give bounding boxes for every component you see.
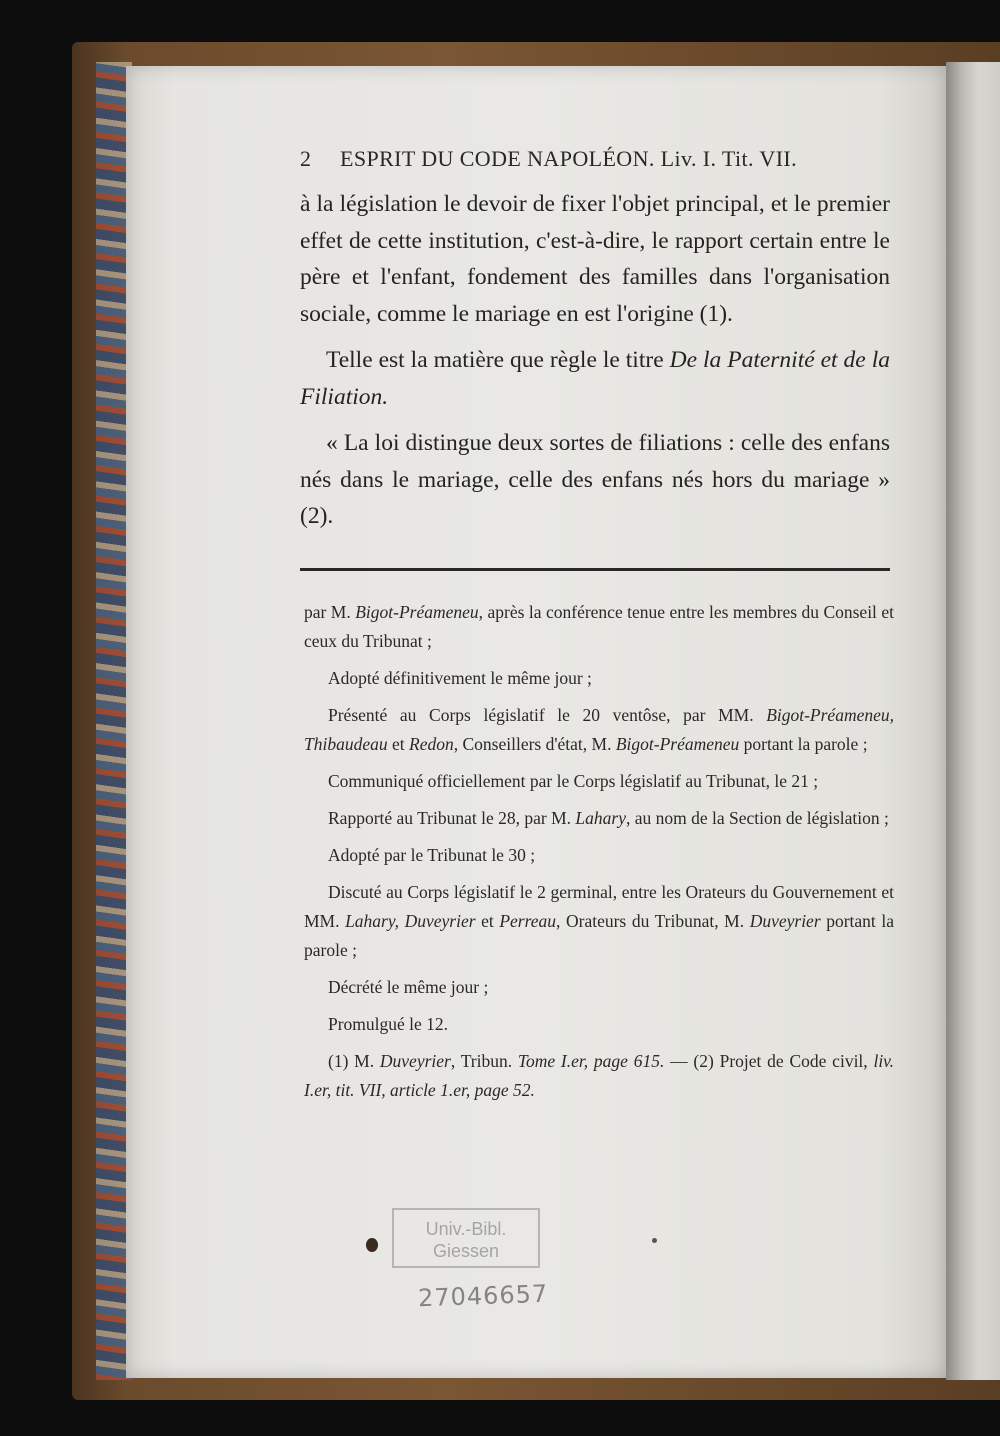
- note-line: Promulgué le 12.: [328, 1014, 449, 1034]
- note-text: , au nom de la Section de législation ;: [625, 808, 889, 828]
- note-line: [304, 804, 894, 833]
- page-number: 2: [300, 146, 312, 171]
- note-text: , Orateurs du Tribunat, M.: [556, 911, 750, 931]
- paragraph: « La loi distingue deux sortes de filiations : celle des enfans nés dans le mariage, celle des enfans nés hors du mariage » (2).: [300, 430, 890, 529]
- paragraph: [300, 342, 890, 415]
- stamp-line: Univ.-Bibl.: [425, 1219, 507, 1239]
- ink-spot: [652, 1238, 657, 1243]
- paragraph-text: Telle est la matière que règle le titre: [326, 347, 670, 373]
- person-name: Bigot-Préameneu: [355, 602, 479, 622]
- stamp-line: Giessen: [432, 1241, 500, 1261]
- divider-rule: [300, 568, 890, 571]
- note-text: Discuté au Corps législatif le 2 germinal, entre les Orateurs du Gouvernement et MM.: [304, 882, 894, 931]
- note-line: Adopté définitivement le même jour ;: [328, 668, 592, 688]
- note-text: et: [475, 911, 500, 931]
- footnote-text: , Tribun.: [450, 1051, 518, 1071]
- note-text: Présenté au Corps législatif le 20 ventôse, par MM.: [328, 705, 767, 725]
- page-edge: [946, 62, 1000, 1380]
- title-of-law: De la Paternité et de la Filiation.: [300, 347, 890, 410]
- library-stamp: [392, 1208, 540, 1268]
- main-text: [300, 186, 890, 545]
- person-name: Lahary: [575, 808, 626, 828]
- note-line: [304, 598, 894, 656]
- running-head: [300, 146, 860, 172]
- paragraph: à la législation le devoir de fixer l'objet principal, et le premier effet de cette institution, c'est-à-dire, le rapport certain entre le père et l'enfant, fondement des familles dans l'organisation sociale, comme le mariage en est l'origine (1).: [300, 191, 890, 327]
- footnote-text: — (2) Projet de Code civil,: [664, 1051, 874, 1071]
- shelfmark: 27046657: [417, 1279, 549, 1313]
- ink-spot: [366, 1238, 378, 1252]
- citation: Tome I.er, page 615.: [517, 1051, 665, 1071]
- citation: liv. I.er, tit. VII, article 1.er, page 52.: [304, 1051, 895, 1100]
- note-text: portant la parole ;: [304, 911, 894, 960]
- person-name: Redon: [409, 734, 454, 754]
- person-name: Lahary, Duveyrier: [345, 911, 476, 931]
- running-title: ESPRIT DU CODE NAPOLÉON. Liv. I. Tit. VII.: [340, 146, 798, 171]
- note-text: , Conseillers d'état, M.: [453, 734, 616, 754]
- note-line: [304, 701, 894, 759]
- note-text: Rapporté au Tribunat le 28, par M.: [328, 808, 576, 828]
- person-name: Bigot-Préameneu, Thibaudeau: [304, 705, 894, 754]
- note-text: et: [387, 734, 410, 754]
- note-text: , après la conférence tenue entre les membres du Conseil et ceux du Tribunat ;: [304, 602, 895, 651]
- note-line: [304, 878, 894, 965]
- person-name: Perreau: [499, 911, 557, 931]
- note-line: Décrété le même jour ;: [328, 977, 489, 997]
- note-text: portant la parole ;: [739, 734, 868, 754]
- note-line: Adopté par le Tribunat le 30 ;: [328, 845, 536, 865]
- person-name: Bigot-Préameneu: [615, 734, 740, 754]
- note-line: Communiqué officiellement par le Corps législatif au Tribunat, le 21 ;: [328, 771, 819, 791]
- legislative-notes: [304, 598, 894, 1113]
- person-name: Duveyrier: [379, 1051, 451, 1071]
- person-name: Duveyrier: [749, 911, 821, 931]
- note-text: par M.: [304, 602, 356, 622]
- footnote: [304, 1047, 894, 1105]
- footnote-text: (1) M.: [328, 1051, 380, 1071]
